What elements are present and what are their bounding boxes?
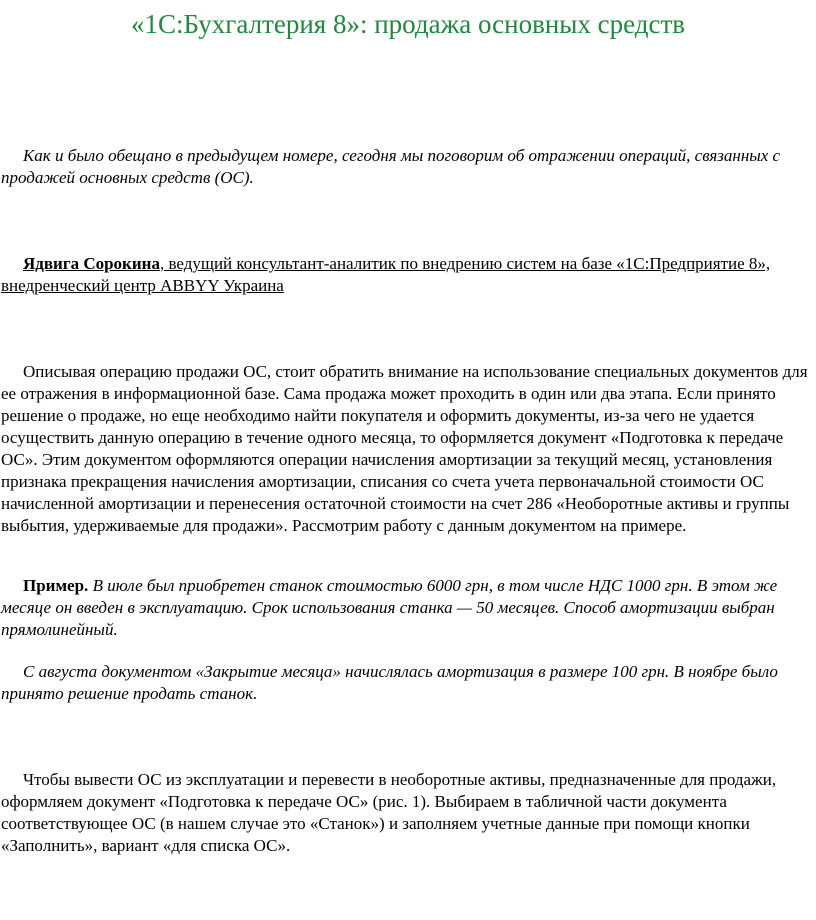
example-paragraph: [1, 575, 809, 641]
author-role: , ведущий консультант-аналитик по внедрению систем на базе «1С:Предприятие 8», внедренческий центр ABBYY Украина: [1, 254, 771, 295]
body-paragraph-2: Чтобы вывести ОС из эксплуатации и перевести в необоротные активы, предназначенные для продажи, оформляем документ «Подготовка к передаче ОС» (рис. 1). Выбираем в табличной части документа соответствующее ОС (в нашем случае это «Станок») и заполняем учетные данные при помощи кнопки «Заполнить», вариант «для списка ОС».: [1, 770, 777, 855]
author-paragraph: [1, 253, 809, 297]
example-paragraph-2: С августа документом «Закрытие месяца» начислялась амортизация в размере 100 грн. В ноябре было принято решение продать станок.: [1, 662, 778, 703]
example-label: Пример.: [23, 576, 89, 595]
author-name: Ядвига Сорокина: [23, 254, 160, 273]
page-title: «1С:Бухгалтерия 8»: продажа основных средств: [130, 9, 686, 39]
intro-paragraph: Как и было обещано в предыдущем номере, сегодня мы поговорим об отражении операций, связанных с продажей основных средств (ОС).: [1, 146, 781, 187]
example-text: В июле был приобретен станок стоимостью 6000 грн, в том числе НДС 1000 грн. В этом же месяце он введен в эксплуатацию. Срок использования станка — 50 месяцев. Способ амортизации выбран прямолинейный.: [1, 576, 778, 639]
body-paragraph-1: Описывая операцию продажи ОС, стоит обратить внимание на использование специальных документов для ее отражения в информационной базе. Сама продажа может проходить в один или два этапа. Если принято решение о продаже, но еще необходимо найти покупателя и оформить документы, из-за чего не удается осуществить данную операцию в течение одного месяца, то оформляется документ «Подготовка к передаче ОС». Этим документом оформляются операции начисления амортизации за текущий месяц, установления признака прекращения начисления амортизации, списания со счета учета первоначальной стоимости ОС начисленной амортизации и перенесения остаточной стоимости на счет 286 «Необоротные активы и группы выбытия, удерживаемые для продажи». Рассмотрим работу с данным документом на примере.: [1, 362, 808, 535]
